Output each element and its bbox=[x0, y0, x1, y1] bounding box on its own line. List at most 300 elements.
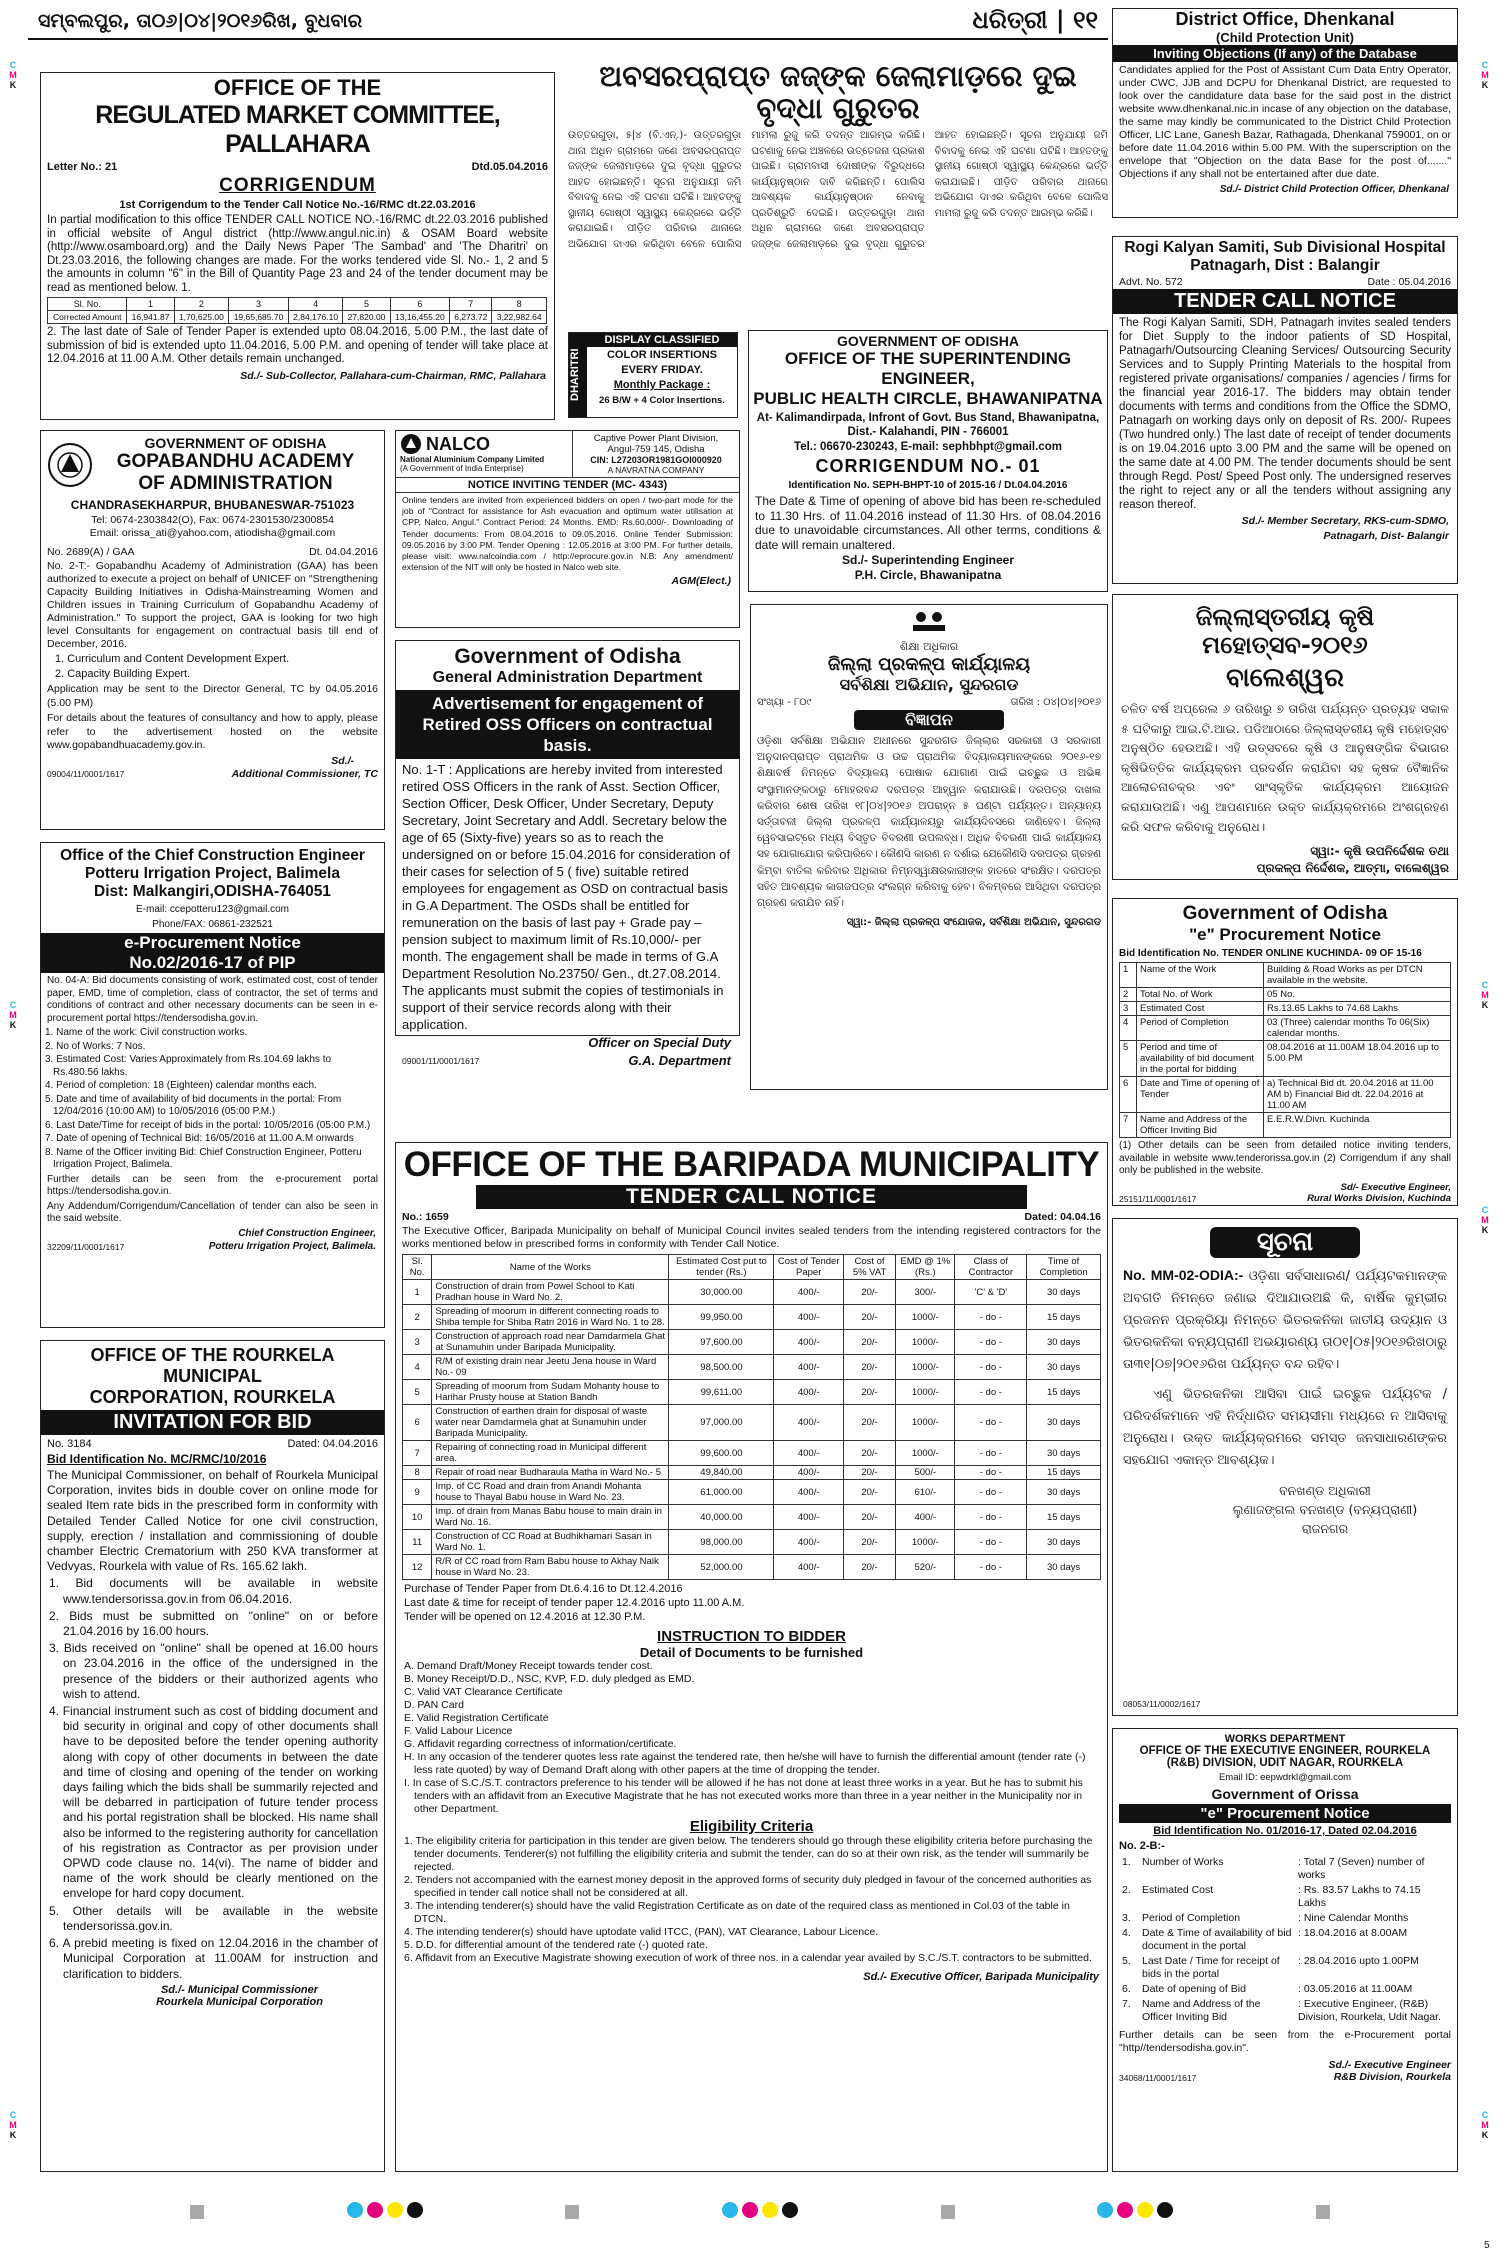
krushi-title: ଜିଲ୍ଲାସ୍ତରୀୟ କୃଷି ମହୋତ୍ସବ-୨୦୧୬ bbox=[1195, 603, 1375, 659]
baripada-table-cell: R/M of existing drain near Jeetu Jena house in Ward No.- 09 bbox=[432, 1355, 669, 1380]
phe-sign-2: P.H. Circle, Bhawanipatna bbox=[854, 568, 1002, 582]
baripada-intro: The Executive Officer, Baripada Municipality on behalf of Municipal Council invites sealed tenders from the intending registered contractors for the works mentioned below in prescribed forms in conformity with Tender Call Notice. bbox=[402, 1225, 1101, 1250]
baripada-last-date: Last date & time for receipt of tender paper 12.4.2016 upto 11.00 A.M. bbox=[404, 1597, 745, 1609]
baripada-table-cell: 97,000.00 bbox=[669, 1405, 774, 1441]
rmc-table-value-cell: Corrected Amount bbox=[48, 311, 127, 324]
baripada-table-cell: - do - bbox=[955, 1441, 1027, 1466]
baripada-table-cell: 6 bbox=[403, 1405, 432, 1441]
kuchinda-footer: (1) Other details can be seen from detailed notice inviting tenders, available in website www.tenderorissa.gov.in (2) Corrigendum if any shall only be published in the website. bbox=[1119, 1140, 1451, 1176]
gad-sign-2: G.A. Department bbox=[628, 1053, 731, 1068]
rmc-rkl-line-2: CORPORATION, ROURKELA bbox=[89, 1387, 336, 1407]
phe-body: The Date & Time of opening of above bid has been re-scheduled to 11.30 Hrs. of 11.04.2016 instead of 11.30 Hrs. of 08.04.2016 due to unavoidable circumstances. All other terms, conditions & date will remain unaltered. bbox=[755, 494, 1101, 552]
classified-line-1: COLOR INSERTIONS bbox=[606, 349, 717, 361]
kuchinda-line-1: Government of Odisha bbox=[1182, 903, 1388, 924]
nalco-body: Online tenders are invited from experienced bidders on open / two-part mode for the job of "Contract for assistance for Ash evacuation and optimum water utilisation at CPP, Nalco, Angul." Contract Period: 24 Months. EMD: Rs.60,000/-. Downloading of Tender documents: From 08.04.2016 to 09.05.2016. Online Tender Submission: 09.05.2016 by 3:00 PM. Tender Opening : 12.05.2016 at 3:00 PM. For further details, please visit: www.nalcoindia.com / http://eprocure.gov.in N.B: Any amendment/ extension of the NIT will only be hosted in Nalco web site. bbox=[402, 495, 733, 573]
kuchinda-table-cell: Period of Completion bbox=[1137, 1016, 1264, 1041]
kuchinda-table-row bbox=[1120, 988, 1451, 1002]
baripada-table-cell: 98,000.00 bbox=[669, 1530, 774, 1555]
table-row bbox=[403, 1280, 1101, 1305]
baripada-table-cell: 97,600.00 bbox=[669, 1330, 774, 1355]
ssa-no: ସଂଖ୍ୟା - ୮୦୯ bbox=[757, 697, 812, 708]
rmc-heading: CORRIGENDUM bbox=[219, 175, 376, 196]
cmk-mark-left-top: C M K bbox=[9, 60, 17, 90]
baripada-table-head-cell: Cost of Tender Paper bbox=[774, 1255, 843, 1280]
rmc-point-2: 2. The last date of Sale of Tender Paper is extended upto 08.04.2016, 5.00 P.M., the last date of submission of bid is extended upto 11.04.2016, 5.00 P.M. and opening of tender will take place at 12.04.2016 at 11.00 A.M. Other details remain unchanged. bbox=[47, 326, 548, 365]
cmyk-swatches bbox=[720, 2202, 800, 2223]
baripada-table-cell: 30 days bbox=[1027, 1480, 1101, 1505]
works-table-cell: 3. bbox=[1122, 1912, 1131, 1924]
cce-sign-2: Potteru Irrigation Project, Balimela. bbox=[208, 1241, 376, 1252]
baripada-purchase: Purchase of Tender Paper from Dt.6.4.16 to Dt.12.4.2016 bbox=[404, 1583, 683, 1595]
kuchinda-table-row bbox=[1120, 1016, 1451, 1041]
rogi-body: The Rogi Kalyan Samiti, SDH, Patnagarh invites sealed tenders for Diet Supply to the indoor patients of SD Hospital, Patnagarh/Outsourcing Cleaning Services/ Outsourcing Security Services and to Supply Printing Materials to the hospital from registered private organisations/ companies / agencies / firms for the financial year 2016-17. The bidders may obtain tender documents with terms and conditions from the Office the SDMO, Patnagarh on working days only on deposit of Rs. 200/- Rupees (Two hundred only.) The last date of receipt of tender documents is on 19.04.2016 upto 3.00 PM and the same will be opened on the same date at 4.00 PM. The tender documents should be sent through Regd. Post/ Speed Post only. The undersigned reserves the right to reject any or all the tenders without assigning any reason thereof. bbox=[1119, 317, 1451, 511]
baripada-table-cell: 400/- bbox=[774, 1280, 843, 1305]
baripada-table-cell: 'C' & 'D' bbox=[955, 1280, 1027, 1305]
baripada-table-head-cell: Sl. No. bbox=[403, 1255, 432, 1280]
baripada-table-cell: 20/- bbox=[843, 1555, 895, 1580]
gaa-item-1: 1. Curriculum and Content Development Expert. bbox=[55, 653, 290, 665]
cce-further: Further details can be seen from the e-procurement portal https://tendersodisha.gov.in. bbox=[47, 1173, 378, 1197]
cce-item: 8. Name of the Officer inviting Bid: Chief Construction Engineer, Potteru Irrigation Project, Balimela. bbox=[45, 1146, 362, 1170]
works-table bbox=[1119, 1855, 1453, 2025]
works-table-cell: 1. bbox=[1122, 1856, 1131, 1868]
rmc-rkl-item: 2. Bids must be submitted on "online" on or before 21.04.2016 by 16.00 hours. bbox=[49, 1608, 378, 1639]
cce-any: Any Addendum/Corrigendum/Cancellation of tender can also be seen in the said website. bbox=[47, 1200, 378, 1224]
gad-sign-1: Officer on Special Duty bbox=[588, 1035, 731, 1050]
rmc-rkl-sign-1: Sd./- Municipal Commissioner bbox=[160, 1983, 319, 1996]
nalco-cin: CIN: L27203OR1981GOI000920 bbox=[590, 455, 722, 465]
rogi-sign-2: Patnagarh, Dist- Balangir bbox=[1323, 530, 1449, 542]
works-code: 34068/11/0001/1617 bbox=[1119, 2073, 1197, 2083]
baripada-table-cell: 500/- bbox=[896, 1466, 955, 1480]
kuchinda-table-cell: Rs.13.65 Lakhs to 74.68 Lakhs bbox=[1264, 1002, 1451, 1016]
works-table-cell: 2. bbox=[1122, 1884, 1131, 1896]
rmc-table-head-cell: Sl. No. bbox=[48, 298, 127, 311]
baripada-table-header bbox=[403, 1255, 1101, 1280]
gaa-email: Email: orissa_ati@yahoo.com, atiodisha@gmail.com bbox=[89, 527, 336, 539]
rogi-advt-no: Advt. No. 572 bbox=[1119, 276, 1183, 288]
works-no: No. 2-B:- bbox=[1119, 1840, 1165, 1852]
phe-sign-1: Sd./- Superintending Engineer bbox=[841, 553, 1014, 567]
kuchinda-table-row bbox=[1120, 963, 1451, 988]
baripada-table-cell: 400/- bbox=[774, 1530, 843, 1555]
baripada-table-cell: 1000/- bbox=[896, 1330, 955, 1355]
cce-item: 3. Estimated Cost: Varies Approximately from Rs.104.69 lakhs to Rs.480.56 lakhs. bbox=[45, 1054, 332, 1078]
rmc-rkl-line-1: OFFICE OF THE ROURKELA MUNICIPAL bbox=[90, 1345, 335, 1386]
baripada-criteria-item: 5. D.D. for differential amount of the tendered rate (-) quoted rate. bbox=[404, 1939, 708, 1951]
baripada-table-cell: Construction of drain from Powel School to Kati Pradhan house in Ward No. 2. bbox=[432, 1280, 669, 1305]
rmc-table-value-cell: 2,84,176.10 bbox=[288, 311, 343, 324]
rmc-rkl-items bbox=[41, 1576, 384, 1981]
kuchinda-line-2: "e" Procurement Notice bbox=[1189, 925, 1381, 944]
gaa-details: For details about the features of consultancy and how to apply, please refer to the advertisement hosted on the website www.gopabandhuacademy.gov.in. bbox=[47, 712, 378, 751]
baripada-doc-item: C. Valid VAT Clearance Certificate bbox=[404, 1686, 563, 1698]
works-footer: Further details can be seen from the e-Procurement portal "http//tendersodisha.gov.in". bbox=[1119, 2029, 1451, 2054]
baripada-table-head-cell: Cost of 5% VAT bbox=[843, 1255, 895, 1280]
rogi-title: Rogi Kalyan Samiti, Sub Divisional Hospital bbox=[1124, 239, 1446, 256]
ssa-logo-text: ଶିକ୍ଷା ଅଧିକାର bbox=[899, 640, 959, 653]
works-table-row bbox=[1119, 1883, 1453, 1911]
dhenkanal-title: District Office, Dhenkanal bbox=[1175, 9, 1395, 29]
baripada-table-head-cell: Estimated Cost put to tender (Rs.) bbox=[669, 1255, 774, 1280]
rmc-table-head-cell: 5 bbox=[343, 298, 390, 311]
gaa-code: 09004/11/0001/1617 bbox=[47, 768, 125, 779]
rmc-rkl-date: Dated: 04.04.2016 bbox=[287, 1438, 378, 1450]
gray-patch bbox=[941, 2205, 955, 2219]
dhenkanal-notice bbox=[1112, 8, 1458, 218]
rmc-body: In partial modification to this office TENDER CALL NOTICE NO.-16/RMC dt.22.03.2016 published in official website of Angul district (http://www.angul.nic.in) & OSAM Board website (http://www.osamboard.org) and the Daily News Paper 'The Sambad' and 'The Dharitri' on Dt.23.03.2016, the following changes are made. For the works tendered vide Sl. No.- 1, 2 and 5 the amounts in column "6" in the Bill of Quantity Page 23 and 24 of the tender document may be read as mentioned below. 1. bbox=[47, 214, 548, 294]
rmc-table-head-cell: 2 bbox=[174, 298, 229, 311]
rogi-banner: TENDER CALL NOTICE bbox=[1113, 289, 1457, 314]
cce-email: E-mail: ccepotteru123@gmail.com bbox=[136, 904, 289, 915]
kuchinda-sign-2: Rural Works Division, Kuchinda bbox=[1307, 1192, 1451, 1204]
baripada-table-cell: 610/- bbox=[896, 1480, 955, 1505]
gad-banner: Advertisement for engagement of Retired OSS Officers on contractual basis. bbox=[396, 690, 739, 759]
baripada-table-cell: 1000/- bbox=[896, 1405, 955, 1441]
nalco-address: Angul-759 145, Odisha bbox=[607, 444, 705, 455]
gaa-signature: Additional Commissioner, TC bbox=[231, 767, 378, 780]
classified-title: DISPLAY CLASSIFIED bbox=[587, 333, 737, 347]
rmc-rkl-ident: Bid Identification No. MC/RMC/10/2016 bbox=[47, 1452, 267, 1466]
baripada-works-table bbox=[402, 1254, 1101, 1580]
kuchinda-table-cell: 03 (Three) calendar months To 06(Six) calendar months. bbox=[1264, 1016, 1451, 1041]
masthead bbox=[28, 4, 1108, 40]
kuchinda-table-cell: Building & Road Works as per DTCN available in the website. bbox=[1264, 963, 1451, 988]
ssa-office-1: ଜିଲ୍ଲା ପ୍ରକଳ୍ପ କାର୍ଯ୍ୟାଳୟ bbox=[827, 654, 1031, 675]
rmc-table-head-cell: 4 bbox=[288, 298, 343, 311]
dhenkanal-sub: (Child Protection Unit) bbox=[1216, 30, 1354, 45]
gray-patch bbox=[565, 2205, 579, 2219]
baripada-table-cell: 2 bbox=[403, 1305, 432, 1330]
rmc-table-head-cell: 3 bbox=[229, 298, 289, 311]
gaa-apply: Application may be sent to the Director General, TC by 04.05.2016 (5.00 PM) bbox=[47, 683, 378, 709]
works-table-row bbox=[1119, 1926, 1453, 1954]
masthead-brand: ଧରିତ୍ରୀ | ୧୧ bbox=[972, 6, 1098, 34]
baripada-table-cell: R/R of CC road from Ram Babu house to Akhay Naik house in Ward No. 23. bbox=[432, 1555, 669, 1580]
table-row bbox=[403, 1380, 1101, 1405]
baripada-table-cell: - do - bbox=[955, 1355, 1027, 1380]
cce-code: 32209/11/0001/1617 bbox=[47, 1241, 125, 1252]
suchana-sign-3: ରାଜନଗର bbox=[1301, 1521, 1349, 1536]
baripada-table-cell: 400/- bbox=[774, 1505, 843, 1530]
baripada-table-cell: Spreading of moorum from Sudam Mohanty house to Harihar Prusty house at Station Bandh bbox=[432, 1380, 669, 1405]
baripada-table-cell: 15 days bbox=[1027, 1305, 1101, 1330]
baripada-table-cell: 30 days bbox=[1027, 1555, 1101, 1580]
works-sign-1: Sd./- Executive Engineer bbox=[1328, 2059, 1451, 2071]
phe-tel: Tel.: 06670-230243, E-mail: sephbhpt@gmail.com bbox=[794, 441, 1062, 453]
kuchinda-table bbox=[1119, 962, 1451, 1138]
kuchinda-table-cell: Period and time of availability of bid document in the portal for bidding bbox=[1137, 1041, 1264, 1077]
baripada-table-cell: 12 bbox=[403, 1555, 432, 1580]
gaa-body: No. 2-T:- Gopabandhu Academy of Administration (GAA) has been authorized to execute a project on behalf of UNICEF on "Strengthening Capacity Building Initiatives in Odisha-Mainstreaming Women and Children issues in Training Curriculum of Gopabandhu Academy of Administration." To support the project, GAA is looking for two high level Consultants for engagement on contractual basis till end of December, 2016. bbox=[47, 560, 378, 650]
baripada-table-cell: Construction of approach road near Damdarmela Ghat at Sunamuhin under Baripada Municipality. bbox=[432, 1330, 669, 1355]
baripada-table-cell: - do - bbox=[955, 1530, 1027, 1555]
cmk-mark-left-mid: C M K bbox=[9, 1000, 17, 1030]
dhenkanal-body: Candidates applied for the Post of Assistant Cum Data Entry Operator, under CWC, JJB and DCPU for Dhenkanal District, are requested to look over the candidature data base for the said post in the district website www.dhenkanal.nic.in incase of any objection on the database, the same may kindly be communicated to the District Child Protection Officer, LIC Lane, Ganesh Bazar, Rathagada, Dhenkanal 759001, on or before date 11.04.2016 within 5.00 PM. With the superscription on the envelope that "Objection on the data Base for the post of......." Objections if any shall not be entertained after due date. bbox=[1119, 64, 1451, 180]
baripada-table-cell: 1000/- bbox=[896, 1441, 955, 1466]
ssa-banner: ବିଜ୍ଞାପନ bbox=[854, 710, 1004, 730]
nalco-navratna: A NAVRATNA COMPANY bbox=[607, 465, 705, 475]
page-number: 5 bbox=[1484, 2240, 1490, 2251]
baripada-table-cell: 20/- bbox=[843, 1405, 895, 1441]
cmk-mark-right-mid2: C M K bbox=[1481, 1205, 1489, 1235]
baripada-table-cell: 30 days bbox=[1027, 1355, 1101, 1380]
suchana-body: ଓଡ଼ିଶା ସର୍ବସାଧାରଣ/ ପର୍ଯ୍ୟଟକମାନଙ୍କ ଅବଗତି ନିମନ୍ତେ ଜଣାଇ ଦିଆଯାଉଅଛି କି, ବାର୍ଷିକ କୁମ୍ଭୀର ପ୍ରଜନନ ପ୍ରକ୍ରିୟା ନିମନ୍ତେ ଭିତରକନିକା ଜାତୀୟ ଉଦ୍ୟାନ ଓ ଭିତରକନିକା ବନ୍ୟପ୍ରାଣୀ ଅଭୟାରଣ୍ୟ ତା୦୧|୦୫|୨୦୧୬ରିଖଠାରୁ ତା୩୧|୦୭|୨୦୧୬ରିଖ ପର୍ଯ୍ୟନ୍ତ ବନ୍ଦ ରହିବ। bbox=[1123, 1269, 1447, 1372]
rmc-table-value-cell: 6,273.72 bbox=[450, 311, 492, 324]
baripada-table-cell: 400/- bbox=[774, 1555, 843, 1580]
baripada-table-cell: 1000/- bbox=[896, 1355, 955, 1380]
baripada-banner: TENDER CALL NOTICE bbox=[476, 1185, 1027, 1209]
rmc-table-value-cell: 3,22,982.64 bbox=[492, 311, 547, 324]
baripada-criteria-item: 3. The intending tenderer(s) should have the valid Registration Certificate as on date of the required class as mentioned in Col.03 of the table in DTCN. bbox=[404, 1900, 1070, 1925]
baripada-instruction-heading: INSTRUCTION TO BIDDER bbox=[657, 1628, 846, 1645]
baripada-table-cell: 3 bbox=[403, 1330, 432, 1355]
baripada-table-cell: 30 days bbox=[1027, 1405, 1101, 1441]
classified-line-3: Monthly Package : bbox=[613, 379, 711, 391]
phe-line-2: OFFICE OF THE SUPERINTENDING ENGINEER, bbox=[784, 349, 1072, 388]
table-row bbox=[403, 1330, 1101, 1355]
oriya-article bbox=[568, 128, 1108, 326]
regulated-market-corrigendum bbox=[40, 72, 555, 420]
oriya-article-text: ଉତ୍ତରଗୁଡ଼ା, ୫|୪ (ବି.ଏନ୍‌.)- ଉତ୍ତରଗୁଡ଼ା ଥାନା ଅଧିନ ଗ୍ରାମରେ ଜଣେ ଅବସରପ୍ରାପ୍ତ ଜଜ୍‌ଙ୍କ ଜେଲାମାଡ଼ରେ ଦୁଇ ବୃଦ୍ଧା ଗୁରୁତର ଆହତ ହୋଇଛନ୍ତି। ସୂଚନା ଅନୁଯାୟୀ ଜମି ବିବାଦକୁ ନେଇ ଏହି ଘଟଣା ଘଟିଛି। ଆହତଙ୍କୁ ସ୍ଥାନୀୟ ଗୋଷ୍ଠୀ ସ୍ୱାସ୍ଥ୍ୟ କେନ୍ଦ୍ରରେ ଭର୍ତ୍ତି କରାଯାଇଛି। ପୀଡ଼ିତ ପରିବାର ଥାନାରେ ଅଭିଯୋଗ ଦାଏର କରିଥିବା ବେଳେ ପୋଲିସ ମାମଲା ରୁଜୁ କରି ତଦନ୍ତ ଆରମ୍ଭ କରିଛି। ଘଟଣାକୁ ନେଇ ଅଞ୍ଚଳରେ ଉତ୍ତେଜନା ପ୍ରକାଶ ପାଇଛି। ଗ୍ରାମବାସୀ ଦୋଷୀଙ୍କ ବିରୁଦ୍ଧରେ କାର୍ଯ୍ୟାନୁଷ୍ଠାନ ଦାବି କରିଛନ୍ତି। ପୋଲିସ ଆବଶ୍ୟକ କାର୍ଯ୍ୟାନୁଷ୍ଠାନ ନେବାକୁ ପ୍ରତିଶ୍ରୁତି ଦେଇଛି। ଉତ୍ତରଗୁଡ଼ା ଥାନା ଅଧିନ ଗ୍ରାମରେ ଜଣେ ଅବସରପ୍ରାପ୍ତ ଜଜ୍‌ଙ୍କ ଜେଲାମାଡ଼ରେ ଦୁଇ ବୃଦ୍ଧା ଗୁରୁତର ଆହତ ହୋଇଛନ୍ତି। ସୂଚନା ଅନୁଯାୟୀ ଜମି ବିବାଦକୁ ନେଇ ଏହି ଘଟଣା ଘଟିଛି। ଆହତଙ୍କୁ ସ୍ଥାନୀୟ ଗୋଷ୍ଠୀ ସ୍ୱାସ୍ଥ୍ୟ କେନ୍ଦ୍ରରେ ଭର୍ତ୍ତି କରାଯାଇଛି। ପୀଡ଼ିତ ପରିବାର ଥାନାରେ ଅଭିଯୋଗ ଦାଏର କରିଥିବା ବେଳେ ପୋଲିସ ମାମଲା ରୁଜୁ କରି ତଦନ୍ତ ଆରମ୍ଭ କରିଛି। bbox=[568, 130, 1108, 250]
baripada-table-cell: 5 bbox=[403, 1380, 432, 1405]
baripada-criteria-list bbox=[396, 1835, 1107, 1965]
baripada-tender bbox=[395, 1142, 1108, 2172]
kuchinda-table-cell: 1 bbox=[1120, 963, 1137, 988]
nalco-company: National Aluminium Company Limited bbox=[400, 455, 545, 464]
baripada-table-head-cell: Class of Contractor bbox=[955, 1255, 1027, 1280]
nalco-signature: AGM(Elect.) bbox=[671, 575, 731, 588]
gaa-sd: Sd./- bbox=[331, 754, 354, 767]
rogi-date: Date : 05.04.2016 bbox=[1367, 276, 1451, 288]
gad-advertisement bbox=[395, 640, 740, 1068]
works-email: Email ID: eepwdrkl@gmail.com bbox=[1218, 1772, 1352, 1783]
works-table-cell: Name and Address of the Officer Inviting Bid bbox=[1142, 1998, 1261, 2023]
baripada-table-cell: Imp. of CC Road and drain from Anandi Mohanta house to Thayal Babu house in Ward No. 23. bbox=[432, 1480, 669, 1505]
baripada-table-cell: 7 bbox=[403, 1441, 432, 1466]
kuchinda-table-cell: 6 bbox=[1120, 1077, 1137, 1113]
works-table-cell: Date & Time of availability of bid document in the portal bbox=[1142, 1927, 1292, 1952]
suchana-code: 08053/11/0002/1617 bbox=[1123, 1699, 1201, 1709]
rogi-kalyan-tender bbox=[1112, 236, 1458, 584]
dhenkanal-banner: Inviting Objections (If any) of the Database bbox=[1113, 45, 1457, 62]
baripada-table-cell: 30 days bbox=[1027, 1441, 1101, 1466]
baripada-table-cell: - do - bbox=[955, 1480, 1027, 1505]
baripada-table-cell: 30 days bbox=[1027, 1280, 1101, 1305]
baripada-table-cell: 300/- bbox=[896, 1280, 955, 1305]
table-row bbox=[403, 1466, 1101, 1480]
baripada-table-cell: - do - bbox=[955, 1305, 1027, 1330]
baripada-doc-item: A. Demand Draft/Money Receipt towards tender cost. bbox=[404, 1660, 653, 1672]
color-bar bbox=[120, 2200, 1400, 2224]
baripada-table-cell: 1000/- bbox=[896, 1530, 955, 1555]
kuchinda-code: 25151/11/0001/1617 bbox=[1119, 1193, 1197, 1204]
works-table-cell: Estimated Cost bbox=[1142, 1884, 1214, 1896]
baripada-table-cell: Spreading of moorum in different connecting roads to Shiba temple for Shiba Ratri 2016 in Ward No. 1 to 28. bbox=[432, 1305, 669, 1330]
oriya-headline: ଅବସରପ୍ରାପ୍ତ ଜଜ୍‌ଙ୍କ ଜେଲାମାଡ଼ରେ ଦୁଇ ବୃଦ୍ଧା ଗୁରୁତର bbox=[599, 59, 1077, 125]
baripada-table-cell: 20/- bbox=[843, 1466, 895, 1480]
suchana-sign-2: ଲୁଣାଜଙ୍ଗଲ ବନଖଣ୍ଡ (ବନ୍ୟପ୍ରାଣୀ) bbox=[1232, 1502, 1418, 1517]
kuchinda-table-cell: 3 bbox=[1120, 1002, 1137, 1016]
baripada-table-cell: 400/- bbox=[774, 1405, 843, 1441]
nalco-division: Captive Power Plant Division, bbox=[593, 433, 719, 444]
nalco-tender bbox=[395, 430, 740, 628]
baripada-doc-item: D. PAN Card bbox=[404, 1699, 464, 1711]
krushi-mahotsav bbox=[1112, 594, 1458, 880]
nalco-notice: NOTICE INVITING TENDER (MC- 4343) bbox=[396, 478, 739, 493]
kuchinda-table-cell: a) Technical Bid dt. 20.04.2016 at 11.00 AM b) Financial Bid dt. 22.04.2016 at 11.00 AM bbox=[1264, 1077, 1451, 1113]
rmc-table-head-cell: 7 bbox=[450, 298, 492, 311]
baripada-table-cell: 99,611.00 bbox=[669, 1380, 774, 1405]
baripada-table-cell: 1000/- bbox=[896, 1305, 955, 1330]
rmc-date: Dtd.05.04.2016 bbox=[471, 161, 548, 173]
baripada-table-cell: 30 days bbox=[1027, 1530, 1101, 1555]
table-row bbox=[403, 1530, 1101, 1555]
baripada-table-cell: 15 days bbox=[1027, 1466, 1101, 1480]
cce-line-3: Dist: Malkangiri,ODISHA-764051 bbox=[94, 883, 331, 900]
krushi-sign-2: ପ୍ରକଳ୍ପ ନିର୍ଦ୍ଦେଶକ, ଆତ୍ମା, ବାଲେଶ୍ୱର bbox=[1256, 861, 1449, 876]
rmc-title-1: OFFICE OF THE bbox=[213, 75, 382, 100]
baripada-table-cell: Construction of earthen drain for disposal of waste water near Damdarmela ghat at Sunamuhin under Baripada Municipality. bbox=[432, 1405, 669, 1441]
cce-phone: Phone/FAX: 06861-232521 bbox=[152, 919, 273, 930]
works-table-cell: : Executive Engineer, (R&B) Division, Rourkela, Udit Nagar. bbox=[1298, 1998, 1441, 2023]
gaa-item-2: 2. Capacity Building Expert. bbox=[55, 668, 191, 680]
baripada-table-cell: 20/- bbox=[843, 1505, 895, 1530]
kuchinda-table-cell: Date and Time of opening of Tender bbox=[1137, 1077, 1264, 1113]
phe-ident: Identification No. SEPH-BHPT-10 of 2015-16 / Dt.04.04.2016 bbox=[788, 480, 1068, 491]
baripada-doc-item: E. Valid Registration Certificate bbox=[404, 1712, 549, 1724]
masthead-date-line: ସମ୍ବଲପୁର, ତା୦୬|୦୪|୨୦୧୬ରିଖ, ବୁଧବାର bbox=[38, 10, 363, 32]
baripada-table-cell: 99,600.00 bbox=[669, 1441, 774, 1466]
works-table-row bbox=[1119, 1982, 1453, 1997]
table-row bbox=[403, 1480, 1101, 1505]
baripada-table-cell: - do - bbox=[955, 1555, 1027, 1580]
gad-line-1: Government of Odisha bbox=[454, 645, 681, 668]
gaa-line-1: GOVERNMENT OF ODISHA bbox=[144, 435, 327, 451]
baripada-table-cell: Repair of road near Budharaula Matha in Ward No.- 5 bbox=[432, 1466, 669, 1480]
works-table-cell: : 03.05.2016 at 11.00AM bbox=[1298, 1983, 1413, 1995]
cce-item: 6. Last Date/Time for receipt of bids in the portal: 10/05/2016 (05:00 P.M.) bbox=[45, 1119, 371, 1131]
gaa-date: Dt. 04.04.2016 bbox=[309, 546, 378, 558]
kuchinda-eprocurement bbox=[1112, 898, 1458, 1206]
kuchinda-table-cell: 08.04.2016 at 11.00AM 18.04.2016 up to 5.00 PM bbox=[1264, 1041, 1451, 1077]
rmc-rkl-intro: The Municipal Commissioner, on behalf of Rourkela Municipal Corporation, invites bids in double cover on online mode for sealed Item rate bids in the prescribed form in conformity with Detailed Tender Called Notice for one civil construction, supply, erection / installation and commissioning of double chamber Electric Crematorium with 250 KVA transformer at Vedvyas, Rourkela with value of Rs. 165.62 lakh. bbox=[47, 1468, 378, 1574]
rogi-sign-1: Sd./- Member Secretary, RKS-cum-SDMO, bbox=[1241, 515, 1449, 527]
dhenkanal-signature: Sd./- District Child Protection Officer, Dhenkanal bbox=[1219, 184, 1449, 195]
rmc-rkl-sign-2: Rourkela Municipal Corporation bbox=[156, 1995, 323, 2008]
baripada-table-cell: 20/- bbox=[843, 1380, 895, 1405]
page-number-oriya: ୧୧ bbox=[1072, 6, 1098, 34]
kuchinda-table-row bbox=[1120, 1113, 1451, 1138]
works-line-3: (R&B) DIVISION, UDIT NAGAR, ROURKELA bbox=[1166, 1757, 1404, 1769]
baripada-table-cell: - do - bbox=[955, 1380, 1027, 1405]
gray-patch bbox=[190, 2205, 204, 2219]
dharitri-classified bbox=[568, 332, 738, 418]
baripada-criteria-item: 6. Affidavit from an Executive Magistrate showing execution of work of three nos. in a calendar year availed by S.C./S.T. contractors to be submitted. bbox=[404, 1952, 1092, 1964]
baripada-table-cell: 61,000.00 bbox=[669, 1480, 774, 1505]
cce-intro: No. 04-A: Bid documents consisting of work, estimated cost, cost of tender paper, EMD, time of completion, class of contractor, the set of terms and conditions of contract and other necessary documents can be seen in e-procurement portal https://tendersodisha.gov.in. bbox=[47, 975, 378, 1024]
baripada-title: OFFICE OF THE BARIPADA MUNICIPALITY bbox=[403, 1145, 1100, 1184]
cmk-mark-right-mid: C M K bbox=[1481, 980, 1489, 1010]
baripada-table-cell: Imp. of drain from Manas Babu house to main drain in Ward No. 16. bbox=[432, 1505, 669, 1530]
rmc-rkl-no: No. 3184 bbox=[47, 1438, 92, 1450]
baripada-table-cell: 9 bbox=[403, 1480, 432, 1505]
cce-item: 7. Date of opening of Technical Bid: 16/05/2016 at 11.00 A.M onwards bbox=[45, 1133, 354, 1144]
kuchinda-table-cell: 5 bbox=[1120, 1041, 1137, 1077]
baripada-table-cell: 1 bbox=[403, 1280, 432, 1305]
gad-body: No. 1-T : Applications are hereby invited from interested retired OSS Officers in the rank of Asst. Section Officer, Section Officer, Desk Officer, Under Secretary, Deputy Secretary, Joint Secretary and Addl. Secretary below the age of 65 (Sixty-five) years so as to reach the undersigned on or before 15.04.2016 for consideration of their cases for selection of 5 ( five) suitable retired employees for engagement as OSD on contractual basis in G.A Department. The OSDs shall be entitled for remuneration on the basis of last pay + Grade pay – pension subject to maximum limit of Rs.10,000/- per month. The engagement shall be made in terms of G.A Department Resolution No.23750/ Gen., dt.27.08.2014. The applicants must submit the copies of testimonials in support of their service records along with their application. bbox=[402, 762, 731, 1032]
kuchinda-sign-1: Sd/- Executive Engineer, bbox=[1340, 1181, 1451, 1193]
phe-corrigendum bbox=[748, 330, 1108, 592]
suchana-sign-1: ବନଖଣ୍ଡ ଅଧିକାରୀ bbox=[1279, 1483, 1371, 1498]
cce-item: 5. Date and time of availability of bid documents in the portal: From 12/04/2016 (10:00 AM) to 10/05/2016 (05:00 P.M.) bbox=[45, 1093, 342, 1117]
gad-line-2: General Administration Department bbox=[432, 669, 703, 686]
works-table-cell: : 28.04.2016 upto 1.00PM bbox=[1298, 1955, 1419, 1967]
ssa-body: ଓଡ଼ିଶା ସର୍ବଶିକ୍ଷା ଅଭିଯାନ ଅଧୀନରେ ସୁନ୍ଦରଗଡ ଜିଲ୍ଲାର ସରକାରୀ ଓ ସରକାରୀ ଅନୁଦାନପ୍ରାପ୍ତ ପ୍ରାଥମିକ ଓ ଉଚ୍ଚ ପ୍ରାଥମିକ ବିଦ୍ୟାଳୟମାନଙ୍କରେ ୨୦୧୬-୧୭ ଶିକ୍ଷାବର୍ଷ ନିମନ୍ତେ ବିଦ୍ୟାଳୟ ପୋଷାକ ଯୋଗାଣ ପାଇଁ ଇଚ୍ଛୁକ ଓ ଅଭିଜ୍ଞ ସଂସ୍ଥାମାନଙ୍କଠାରୁ ମୋହରବନ୍ଦ ଦରପତ୍ର ଆହ୍ୱାନ କରାଯାଉଛି। ଦରପତ୍ର ଦାଖଲ କରିବାର ଶେଷ ତାରିଖ ୧୮|୦୪|୨୦୧୬ ଅପରାହ୍ନ ୫ ଘଣ୍ଟା ପର୍ଯ୍ୟନ୍ତ। ଅନ୍ୟାନ୍ୟ ସର୍ତ୍ତାବଳୀ ଜିଲ୍ଲା ପ୍ରକଳ୍ପ କାର୍ଯ୍ୟାଳୟରୁ କାର୍ଯ୍ୟଦିବସରେ ଜାଣିହେବ। ଜିଲ୍ଲା ୱେବସାଇଟ୍‌ରେ ମଧ୍ୟ ବିସ୍ତୃତ ବିବରଣୀ ଉପଲବ୍ଧ। ଅଧିକ ବିବରଣୀ ପାଇଁ କାର୍ଯ୍ୟାଳୟ ସହ ଯୋଗାଯୋଗ କରିପାରିବେ। କୌଣସି କାରଣ ନ ଦର୍ଶାଇ ଯେକୌଣସି ଦରପତ୍ର ଗ୍ରହଣ କିମ୍ବା ବାତିଲ କରିବାର ଅଧିକାର ନିମ୍ନସ୍ୱାକ୍ଷରକାରୀଙ୍କ ହାତରେ ସଂରକ୍ଷିତ। ଦରପତ୍ର ସହିତ ଆବଶ୍ୟକ କାଗଜପତ୍ର ସଂଲଗ୍ନ କରିବାକୁ ହେବ। ବିଳମ୍ବରେ ଆସିଥିବା ଦରପତ୍ର ଗ୍ରହଣ କରାଯିବ ନାହିଁ। bbox=[757, 735, 1101, 910]
baripada-table-cell: 20/- bbox=[843, 1305, 895, 1330]
works-govt: Government of Orissa bbox=[1211, 1786, 1359, 1802]
ssa-signature: ସ୍ୱା:- ଜିଲ୍ଲା ପ୍ରକଳ୍ପ ସଂଯୋଜକ, ସର୍ବଶିକ୍ଷା ଅଭିଯାନ, ସୁନ୍ଦରଗଡ bbox=[846, 917, 1101, 929]
suchana-notice bbox=[1112, 1218, 1458, 1716]
baripada-table-cell: 15 days bbox=[1027, 1505, 1101, 1530]
gaa-tel: Tel: 0674-2303842(O), Fax: 0674-2301530/2300854 bbox=[91, 514, 334, 526]
baripada-doc-item: F. Valid Labour Licence bbox=[404, 1725, 513, 1737]
works-dept-eprocurement bbox=[1112, 1728, 1458, 2172]
baripada-table-head-cell: Name of the Works bbox=[432, 1255, 669, 1280]
baripada-docs-list bbox=[396, 1660, 1107, 1816]
baripada-table-cell: 40,000.00 bbox=[669, 1505, 774, 1530]
kuchinda-table-cell: Name of the Work bbox=[1137, 963, 1264, 988]
baripada-criteria-item: 1. The eligibility criteria for participation in this tender are given below. The tenderers should go through these eligibility criteria before purchasing the tender documents. Tenderer(s) not fulfilling the eligibility criteria and submit the tender, can do so at their own risk, as the tender will summarily be rejected. bbox=[404, 1835, 1093, 1873]
works-table-cell: : Nine Calendar Months bbox=[1298, 1912, 1409, 1924]
baripada-criteria-item: 4. The intending tenderer(s) should have uptodate valid ITCC, (PAN), VAT Clearance, Labour Licence. bbox=[404, 1926, 879, 1938]
baripada-table-cell: 400/- bbox=[774, 1480, 843, 1505]
baripada-table-cell: 20/- bbox=[843, 1530, 895, 1555]
works-sign-2: R&B Division, Rourkela bbox=[1333, 2071, 1451, 2083]
baripada-table-cell: 8 bbox=[403, 1466, 432, 1480]
suchana-no: No. MM-02-ODIA:- bbox=[1123, 1267, 1244, 1283]
baripada-date: Dated: 04.04.16 bbox=[1024, 1211, 1101, 1223]
cce-banner-2: No.02/2016-17 of PIP bbox=[41, 953, 384, 973]
baripada-table-cell: 98,500.00 bbox=[669, 1355, 774, 1380]
brand-name: ଧରିତ୍ରୀ bbox=[972, 6, 1048, 34]
works-table-cell: 4. bbox=[1122, 1927, 1131, 1939]
works-table-row bbox=[1119, 1911, 1453, 1926]
rmc-table-value-cell: 1,70,625.00 bbox=[174, 311, 229, 324]
works-table-row bbox=[1119, 1855, 1453, 1883]
table-row bbox=[403, 1555, 1101, 1580]
phe-address: At- Kalimandirpada, Infront of Govt. Bus Stand, Bhawanipatna, Dist.- Kalahandi, PIN - 766001 bbox=[756, 412, 1100, 438]
works-table-cell: Period of Completion bbox=[1142, 1912, 1241, 1924]
baripada-doc-item: I. In case of S.C./S.T. contractors preference to his tender will be allowed if he has not done at least three works in a year. But he has to submit his tenders with an affidavit from an Executive Magistrate that he has not executed works more than three in a year neither in the Municipality nor in other Department. bbox=[404, 1777, 1083, 1815]
baripada-table-cell: 20/- bbox=[843, 1280, 895, 1305]
rmc-sub: 1st Corrigendum to the Tender Call Notice No.-16/RMC dt.22.03.2016 bbox=[119, 199, 476, 211]
works-table-cell: Date of opening of Bid bbox=[1142, 1983, 1246, 1995]
baripada-doc-item: B. Money Receipt/D.D., NSC, KVP, F.D. duly pledged as EMD. bbox=[404, 1673, 695, 1685]
baripada-signature: Sd./- Executive Officer, Baripada Municipality bbox=[863, 1971, 1099, 1983]
rmc-title-2: REGULATED MARKET COMMITTEE, PALLAHARA bbox=[95, 101, 500, 158]
phe-line-1: GOVERNMENT OF ODISHA bbox=[836, 333, 1019, 349]
baripada-table-cell: Repairing of connecting road in Municipal different area. bbox=[432, 1441, 669, 1466]
table-row bbox=[403, 1505, 1101, 1530]
kuchinda-table-row bbox=[1120, 1041, 1451, 1077]
baripada-doc-item: G. Affidavit regarding correctness of information/certificate. bbox=[404, 1738, 677, 1750]
phe-heading: CORRIGENDUM NO.- 01 bbox=[815, 456, 1041, 476]
baripada-detail-heading: Detail of Documents to be furnished bbox=[639, 1645, 864, 1660]
works-table-row bbox=[1119, 1997, 1453, 2025]
cce-line-1: Office of the Chief Construction Engineer bbox=[60, 847, 365, 864]
cmyk-swatches bbox=[345, 2202, 425, 2223]
